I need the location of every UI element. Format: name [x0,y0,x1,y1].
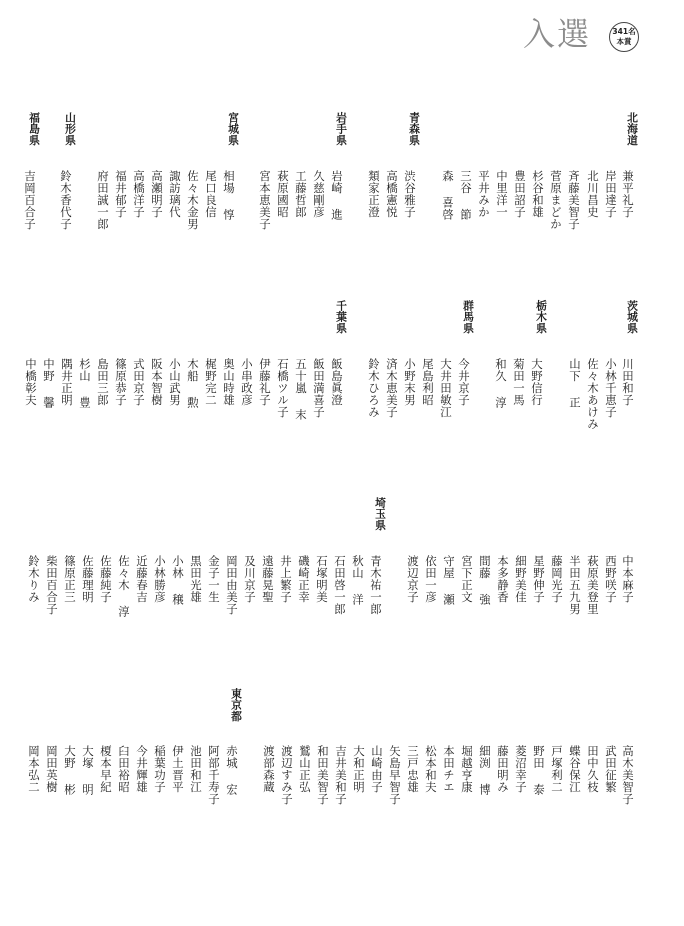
winner-name: 尾島利昭 [421,358,435,406]
winner-name: 小林 穣 [171,555,185,606]
winner-name: 吉岡百合子 [23,170,37,230]
winner-name: 藤岡光子 [550,555,564,603]
winner-name: 細渕 博 [478,745,492,796]
winner-name: 森 喜啓 [441,170,455,221]
winner-name: 阪本智樹 [150,358,164,406]
winner-name: 佐々木あけみ [586,358,600,430]
winner-name: 萩原美登里 [586,555,600,615]
winner-name: 大野信行 [530,358,544,406]
winner-name: 菅原まどか [549,170,563,230]
winner-name: 式田京子 [132,358,146,406]
winner-name: 梶野完二 [204,358,218,406]
winner-name: 矢島早智子 [388,745,402,805]
prefecture-heading: 埼玉県 [374,497,387,531]
winner-name: 豊田詔子 [513,170,527,218]
winner-name: 尾口良信 [204,170,218,218]
winner-name: 萩原國昭 [276,170,290,218]
winner-name: 鈴木りみ [27,555,41,603]
winner-name: 岡田由美子 [225,555,239,615]
winner-name: 飯島眞澄 [330,358,344,406]
winner-name: 中橋彰夫 [24,358,38,406]
winner-name: 石橋ツル子 [276,358,290,418]
winner-name: 木船 勲 [186,358,200,409]
winner-name: 高橋憲悦 [385,170,399,218]
winner-name: 臼田裕昭 [117,745,131,793]
winner-name: 西野咲子 [604,555,618,603]
winner-name: 小林千恵子 [604,358,618,418]
winner-name: 佐々木金男 [186,170,200,230]
winner-name: 佐々木 淳 [117,555,131,618]
winner-name: 佐藤純子 [99,555,113,603]
prefecture-heading: 茨城県 [626,300,639,334]
winner-name: 小林勝彦 [153,555,167,603]
winner-name: 金子一生 [207,555,221,603]
winner-name: 和田美智子 [316,745,330,805]
winner-name: 兼平礼子 [621,170,635,218]
winner-name: 石塚明美 [315,555,329,603]
winner-name: 三戸忠雄 [406,745,420,793]
winner-name: 工藤哲郎 [294,170,308,218]
winner-name: 渡辺すみ子 [280,745,294,805]
winner-name: 川田和子 [621,358,635,406]
winner-name: 伊土晋平 [171,745,185,793]
winner-name: 細野美佳 [514,555,528,603]
winner-name: 山崎由子 [370,745,384,793]
winner-name: 田中久枝 [586,745,600,793]
winner-name: 斉藤美智子 [567,170,581,230]
winner-name: 野田 泰 [532,745,546,796]
winner-name: 星野伸子 [532,555,546,603]
winner-name: 佐藤理明 [81,555,95,603]
winner-name: 渡辺京子 [406,555,420,603]
winner-name: 大野 彬 [63,745,77,796]
prefecture-heading: 青森県 [408,112,421,146]
winner-name: 相場 惇 [222,170,236,221]
winner-name: 類家正澄 [367,170,381,218]
winner-name: 中本麻子 [621,555,635,603]
winner-name: 五十嵐 末 [294,358,308,421]
winner-name: 飯田満喜子 [312,358,326,418]
winner-name: 石田啓一郎 [333,555,347,615]
winner-name: 中野 馨 [42,358,56,409]
winner-name: 高木美智子 [621,745,635,805]
winner-name: 井上繁子 [279,555,293,603]
winner-name: 山下 正 [568,358,582,409]
winner-name: 中里洋一 [495,170,509,218]
winner-name: 守屋 瀬 [442,555,456,606]
award-label: 本賞 [616,37,632,46]
winner-name: 大塚 明 [81,745,95,796]
winner-name: 小串政彦 [240,358,254,406]
winner-name: 府田誠一郎 [96,170,110,230]
winner-name: 福井郁子 [114,170,128,218]
winner-name: 高瀬明子 [150,170,164,218]
winner-name: 武田征繁 [604,745,618,793]
winner-name: 久慈剛彦 [312,170,326,218]
winner-name: 三谷 節 [459,170,473,221]
winner-name: 近藤春吉 [135,555,149,603]
winner-name: 岡田英樹 [45,745,59,793]
winner-name: 伊藤礼子 [258,358,272,406]
winner-name: 本多静香 [496,555,510,603]
winner-name: 間藤 強 [478,555,492,606]
winner-name: 鈴木ひろみ [367,358,381,418]
winner-name: 和久 淳 [494,358,508,409]
winner-name: 菱沼幸子 [514,745,528,793]
winner-name: 宮下正文 [460,555,474,603]
winner-name: 黒田光雄 [189,555,203,603]
winner-name: 蝶谷保江 [568,745,582,793]
winner-name: 今井輝雄 [135,745,149,793]
winner-name: 宮本恵美子 [258,170,272,230]
winner-name: 隅井正明 [60,358,74,406]
winner-name: 諏訪璃代 [168,170,182,218]
winner-name: 岡本弘二 [27,745,41,793]
winner-name: 杉谷和雄 [531,170,545,218]
winner-name: 大井田敏江 [439,358,453,418]
winner-name: 平井みか [477,170,491,218]
winner-name: 大和正明 [352,745,366,793]
winner-name: 杉山 豊 [78,358,92,409]
winner-name: 堀越亨康 [460,745,474,793]
prefecture-heading: 宮城県 [227,112,240,146]
winner-name: 今井京子 [457,358,471,406]
winner-name: 青木祐一郎 [369,555,383,615]
winner-name: 菊田一馬 [512,358,526,406]
winner-name: 岩崎 進 [330,170,344,221]
winner-name: 北川昌史 [586,170,600,218]
winner-name: 奥山時雄 [222,358,236,406]
winner-name: 済木恵美子 [385,358,399,418]
winner-name: 榎本早紀 [99,745,113,793]
winner-name: 柴田百合子 [45,555,59,615]
prefecture-heading: 千葉県 [335,300,348,334]
prefecture-heading: 山形県 [64,112,77,146]
prefecture-heading: 福島県 [28,112,41,146]
winner-name: 渋谷雅子 [403,170,417,218]
winner-name: 赤城 宏 [225,745,239,796]
winner-name: 戸塚利二 [550,745,564,793]
page-title: 入選 [523,15,592,53]
winner-name: 遠藤晃聖 [261,555,275,603]
winner-count: 341名 [612,27,636,36]
winner-name: 鈴木香代子 [59,170,73,230]
winner-name: 小山武男 [168,358,182,406]
winner-name: 篠原正三 [63,555,77,603]
prefecture-heading: 東京都 [230,688,243,722]
winner-name: 岸田達子 [604,170,618,218]
winner-name: 稲葉功子 [153,745,167,793]
winner-name: 本田チエ [442,745,456,793]
prefecture-heading: 北海道 [626,112,639,146]
winner-name: 吉井美和子 [334,745,348,805]
winner-name: 藤田明み [496,745,510,793]
prefecture-heading: 群馬県 [462,300,475,334]
winner-name: 半田五九男 [568,555,582,615]
winner-name: 島田三郎 [96,358,110,406]
winner-name: 磯崎正幸 [297,555,311,603]
winner-name: 松本和夫 [424,745,438,793]
winner-name: 渡部森蔵 [262,745,276,793]
winner-name: 及川京子 [243,555,257,603]
winner-name: 依田一彦 [424,555,438,603]
winner-name: 篠原恭子 [114,358,128,406]
prefecture-heading: 栃木県 [535,300,548,334]
winner-name: 秋山 洋 [351,555,365,606]
winner-name: 阿部千寿子 [207,745,221,805]
prefecture-heading: 岩手県 [335,112,348,146]
winner-name: 鷲山正弘 [298,745,312,793]
count-badge [609,22,639,52]
winner-name: 池田和江 [189,745,203,793]
winner-name: 高橋洋子 [132,170,146,218]
winner-name: 小野末男 [403,358,417,406]
